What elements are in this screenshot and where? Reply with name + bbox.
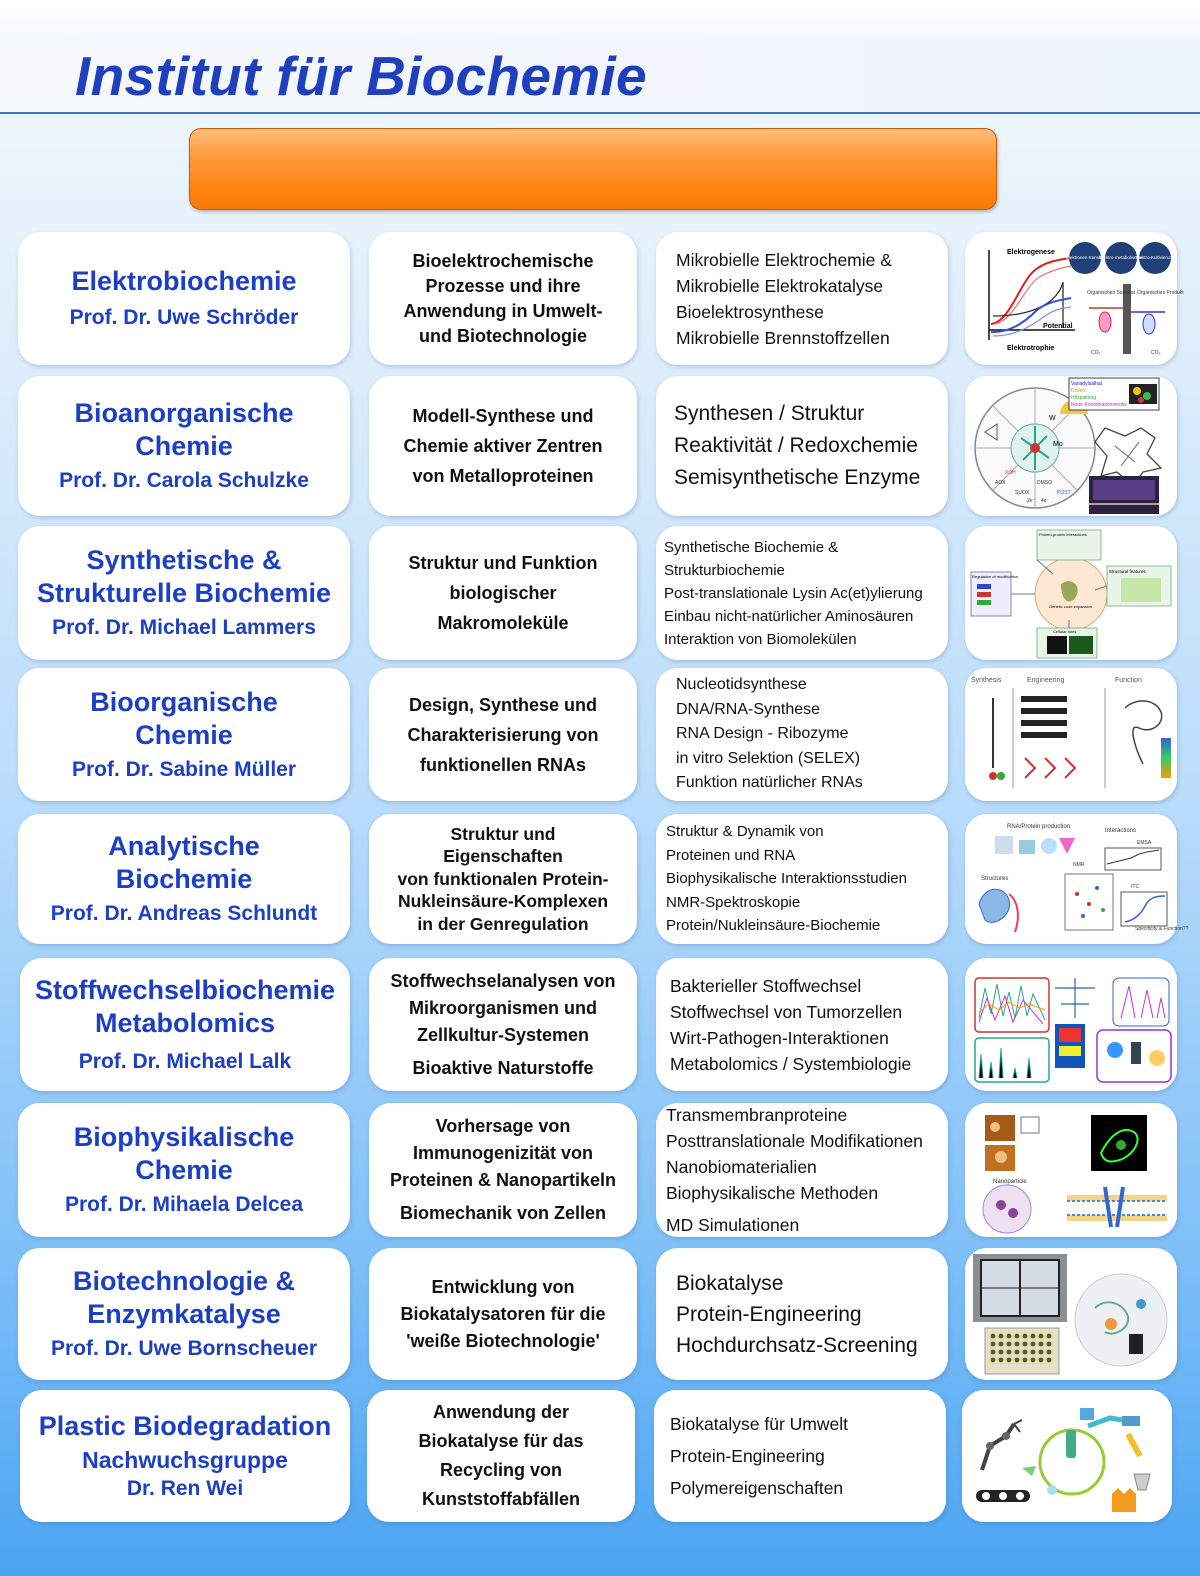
department-name: Enzymkatalyse xyxy=(87,1299,281,1329)
figure-label: Nanoparticle xyxy=(993,1179,1027,1185)
research-focus-line: Design, Synthese und xyxy=(408,694,598,715)
department-card xyxy=(18,526,350,660)
topic-item: Funktion natürlicher RNAs xyxy=(676,774,863,792)
department-card xyxy=(18,1103,350,1237)
research-focus-line: Anwendung der xyxy=(433,1402,569,1422)
research-focus-line: biologischer xyxy=(449,583,557,603)
topic-item: Mikrobielle Elektrochemie & xyxy=(676,249,892,270)
topics-card xyxy=(656,1103,948,1237)
department-card xyxy=(20,1390,350,1522)
figure-label: Cellular roles xyxy=(1053,629,1077,634)
department-name: Plastic Biodegradation xyxy=(38,1410,332,1441)
professor-name: Prof. Dr. Uwe Schröder xyxy=(69,306,299,329)
figure-label: Protein-protein interactions xyxy=(1039,532,1087,537)
department-card xyxy=(18,814,350,944)
topic-item: Biokatalyse für Umwelt xyxy=(670,1414,848,1434)
topic-item: Protein-Engineering xyxy=(670,1446,825,1466)
research-focus-card xyxy=(369,526,637,660)
topic-item: Interaktion von Biomolekülen xyxy=(664,630,857,648)
figure-label: Organisches Substrat xyxy=(1087,290,1136,296)
research-focus-line: funktionellen RNAs xyxy=(419,754,586,775)
topic-item: Mikrobielle Elektrokatalyse xyxy=(676,275,884,296)
department-row xyxy=(0,526,1200,660)
department-name: Stoffwechselbiochemie xyxy=(34,974,336,1005)
topic-item: Wirt-Pathogen-Interaktionen xyxy=(670,1027,889,1048)
figure-label: Organisches Produkt xyxy=(1137,290,1184,296)
topic-item: Semisynthetische Enzyme xyxy=(674,466,921,489)
department-name: Chemie xyxy=(135,719,233,750)
figure-label: CO₂ xyxy=(1091,350,1101,356)
topic-item: Struktur & Dynamik von xyxy=(666,823,824,841)
professor-name: Prof. Dr. Carola Schulzke xyxy=(59,469,309,492)
figure-label: Elektronen-transfer xyxy=(1065,255,1105,260)
topic-item: Post-translationale Lysin Ac(et)ylierung xyxy=(664,584,923,602)
research-focus-line: Recycling von xyxy=(439,1460,563,1480)
figure-label: Elektro-metabolismus xyxy=(1099,255,1143,260)
topics-card xyxy=(656,1248,948,1380)
figure-label: EMSA xyxy=(1137,840,1152,846)
topic-item: Hochdurchsatz-Screening xyxy=(676,1333,918,1357)
department-card xyxy=(18,232,350,365)
professor-name: Prof. Dr. Andreas Schlundt xyxy=(50,902,318,925)
rna-figure xyxy=(965,668,1177,801)
topic-item: Biophysikalische Methoden xyxy=(666,1183,879,1203)
topic-item: Synthetische Biochemie & xyxy=(664,538,839,556)
research-focus-line: Zellkultur-Systemen xyxy=(416,1024,590,1045)
figure-label: Genetic code expansion xyxy=(1049,604,1092,609)
research-focus-line: von funktionalen Protein- xyxy=(397,868,609,889)
analytical-biochemistry-figure xyxy=(965,814,1189,944)
department-name: Biochemie xyxy=(115,864,253,894)
research-focus-line: Struktur und Funktion xyxy=(408,553,598,573)
topic-item: Transmembranproteine xyxy=(666,1105,848,1125)
topic-item: Posttranslationale Modifikationen xyxy=(666,1131,923,1151)
figure-card xyxy=(965,958,1177,1091)
department-name: Bioanorganische xyxy=(74,398,294,428)
topic-item: Protein-Engineering xyxy=(676,1302,862,1326)
research-focus-line: Kunststoffabfällen xyxy=(421,1489,580,1509)
figure-label: 4e⁻ xyxy=(1041,498,1050,504)
department-row xyxy=(0,376,1200,516)
figure-card xyxy=(965,1103,1177,1237)
topic-item: DNA/RNA-Synthese xyxy=(676,700,821,718)
topic-item: NMR-Spektroskopie xyxy=(666,893,801,911)
research-focus-line: Proteinen & Nanopartikeln xyxy=(389,1170,617,1190)
department-name: Bioorganische xyxy=(90,686,278,717)
department-name: Biotechnologie & xyxy=(73,1266,295,1296)
topic-item: Einbau nicht-natürlicher Aminosäuren xyxy=(664,607,914,625)
topics-card xyxy=(656,814,948,944)
figure-label: Elektrogenese xyxy=(1007,249,1055,256)
figure-label: Regulation of modification xyxy=(972,574,1019,579)
research-focus-card xyxy=(369,232,637,365)
professor-name: Prof. Dr. Michael Lalk xyxy=(78,1049,292,1073)
topic-item: Polymereigenschaften xyxy=(670,1478,844,1498)
electrochemistry-figure xyxy=(965,232,1184,365)
research-focus-line: Entwicklung von xyxy=(431,1276,575,1297)
department-name: Elektrobiochemie xyxy=(71,266,297,296)
figure-card xyxy=(965,376,1177,516)
topic-item: RNA Design - Ribozyme xyxy=(676,725,849,743)
topic-item: Nanobiomaterialien xyxy=(666,1157,817,1177)
figure-label: NMR xyxy=(1073,862,1085,868)
research-focus-card xyxy=(369,814,637,944)
topic-item: Stoffwechsel von Tumorzellen xyxy=(670,1001,903,1022)
department-row xyxy=(0,958,1200,1091)
research-focus-line: Eigenschaften xyxy=(443,846,563,867)
figure-label: Function xyxy=(1115,677,1142,684)
department-row xyxy=(0,1248,1200,1380)
biophysics-figure xyxy=(965,1103,1177,1237)
topics-card xyxy=(656,376,948,516)
figure-label: Neue Koordinationsmotiv xyxy=(1071,402,1127,408)
department-card xyxy=(18,668,350,801)
topic-item: Metabolomics / Systembiologie xyxy=(670,1053,912,1074)
department-row xyxy=(0,232,1200,365)
research-focus-line: Stoffwechselanalysen von xyxy=(390,970,616,991)
figure-label: Specificity & Function?? xyxy=(1135,926,1189,932)
topics-card xyxy=(656,232,948,365)
research-focus-line: Mikroorganismen und xyxy=(408,997,597,1018)
figure-label: AOX xyxy=(995,480,1006,486)
research-focus-card xyxy=(369,376,637,516)
department-card xyxy=(18,1248,350,1380)
metalloprotein-figure xyxy=(965,376,1177,516)
topics-card xyxy=(654,1390,946,1522)
page-title: Institut für Biochemie xyxy=(75,45,647,107)
figure-label: Structures xyxy=(981,876,1009,882)
topic-item: Bakterieller Stoffwechsel xyxy=(670,975,862,996)
research-focus-card xyxy=(369,958,637,1091)
figure-label: Elektrotrophie xyxy=(1007,345,1055,352)
figure-label: DMSO xyxy=(1037,480,1052,486)
topic-item: Synthesen / Struktur xyxy=(674,402,865,425)
department-card xyxy=(20,958,350,1091)
research-focus-line: Chemie aktiver Zentren xyxy=(403,436,603,456)
figure-label: W xyxy=(1049,415,1056,422)
figure-card xyxy=(965,814,1189,944)
department-row xyxy=(0,668,1200,801)
figure-label: Engineering xyxy=(1027,677,1065,684)
figure-label: ITC xyxy=(1131,884,1140,890)
research-focus-line: Vorhersage von xyxy=(435,1116,571,1136)
department-card xyxy=(18,376,350,516)
topic-item: Strukturbiochemie xyxy=(664,561,785,579)
department-name: Metabolomics xyxy=(94,1007,276,1038)
research-focus-line: Bioelektrochemische xyxy=(412,250,594,271)
figure-label: Hifspaltung xyxy=(1071,395,1097,401)
plastic-recycling-figure xyxy=(962,1390,1172,1522)
topic-item: MD Simulationen xyxy=(666,1215,800,1235)
research-focus-card xyxy=(369,668,637,801)
figure-card xyxy=(965,526,1177,660)
research-focus-card xyxy=(369,1248,637,1380)
research-focus-line: Biomechanik von Zellen xyxy=(399,1203,607,1223)
topic-item: Nucleotidsynthese xyxy=(676,676,807,694)
research-focus-line: in der Genregulation xyxy=(417,913,589,934)
research-focus-line: Anwendung in Umwelt- xyxy=(403,300,603,321)
research-focus-line: Bioaktive Naturstoffe xyxy=(412,1057,594,1078)
figure-label: CO₂ xyxy=(1151,350,1161,356)
research-focus-line: Struktur und xyxy=(450,823,556,844)
orange-banner xyxy=(189,128,997,210)
biotechnology-figure xyxy=(965,1248,1177,1380)
figure-card xyxy=(962,1390,1172,1522)
professor-name: Prof. Dr. Uwe Bornscheuer xyxy=(50,1337,318,1360)
topic-item: Bioelektrosynthese xyxy=(676,301,824,322)
topics-card xyxy=(656,958,948,1091)
department-name: Strukturelle Biochemie xyxy=(36,578,332,608)
department-name: Chemie xyxy=(135,431,233,461)
research-focus-line: Makromoleküle xyxy=(437,613,569,633)
department-name: Biophysikalische xyxy=(73,1122,295,1152)
figure-label: 2e⁻ xyxy=(1027,498,1036,504)
figure-label: Mo xyxy=(1053,441,1063,448)
department-row xyxy=(0,1390,1200,1522)
figure-card xyxy=(965,668,1177,801)
department-row xyxy=(0,814,1200,944)
research-focus-card xyxy=(369,1103,637,1237)
professor-name: Prof. Dr. Mihaela Delcea xyxy=(64,1193,304,1216)
figure-card xyxy=(965,232,1184,365)
figure-label: Interactions xyxy=(1105,828,1137,834)
department-name: Chemie xyxy=(135,1155,233,1185)
topic-item: Mikrobielle Brennstoffzellen xyxy=(676,327,890,348)
figure-label: RNA/Protein production xyxy=(1007,824,1071,830)
professor-name: Prof. Dr. Michael Lammers xyxy=(52,616,316,639)
topic-item: Biophysikalische Interaktionsstudien xyxy=(666,870,907,888)
topic-item: Biokatalyse xyxy=(676,1271,784,1295)
figure-label: Structural features xyxy=(1109,569,1146,574)
figure-label: Potential xyxy=(1043,323,1073,330)
figure-label: POST xyxy=(1057,490,1071,496)
topic-item: Reaktivität / Redoxchemie xyxy=(674,434,918,457)
research-focus-line: Modell-Synthese und xyxy=(412,406,594,426)
research-focus-line: Biokatalyse für das xyxy=(418,1431,584,1451)
group-type: Nachwuchsgruppe xyxy=(82,1446,288,1473)
figure-card xyxy=(965,1248,1177,1380)
research-focus-line: Nukleinsäure-Komplexen xyxy=(397,891,609,912)
research-focus-line: von Metalloproteinen xyxy=(412,466,594,486)
research-focus-line: Immunogenizität von xyxy=(413,1143,593,1163)
figure-label: XDH xyxy=(1005,470,1016,476)
research-focus-card xyxy=(367,1390,635,1522)
research-focus-line: Prozesse und ihre xyxy=(425,275,581,296)
research-focus-line: Charakterisierung von xyxy=(407,724,599,745)
metabolomics-figure xyxy=(965,958,1177,1091)
professor-name: Dr. Ren Wei xyxy=(126,1476,244,1500)
figure-label: SUOX xyxy=(1015,490,1030,496)
topic-item: Protein/Nukleinsäure-Biochemie xyxy=(666,917,881,935)
figure-label: Elektro-Kultivierung xyxy=(1135,255,1175,260)
topics-card xyxy=(656,668,948,801)
professor-name: Prof. Dr. Sabine Müller xyxy=(71,757,297,781)
research-focus-line: und Biotechnologie xyxy=(419,325,587,346)
figure-label: Diolen xyxy=(1071,388,1086,394)
structural-biochemistry-figure xyxy=(965,526,1177,660)
topic-item: in vitro Selektion (SELEX) xyxy=(676,749,861,767)
topics-card xyxy=(656,526,948,660)
topic-item: Proteinen und RNA xyxy=(666,846,796,864)
research-focus-line: Biokatalysatoren für die xyxy=(400,1303,606,1324)
department-row xyxy=(0,1103,1200,1237)
figure-label: Vanadylsalhat xyxy=(1071,381,1103,387)
research-focus-line: 'weiße Biotechnologie' xyxy=(406,1330,600,1351)
department-name: Analytische xyxy=(108,831,260,861)
department-name: Synthetische & xyxy=(86,545,282,575)
figure-label: Synthesis xyxy=(971,677,1002,684)
